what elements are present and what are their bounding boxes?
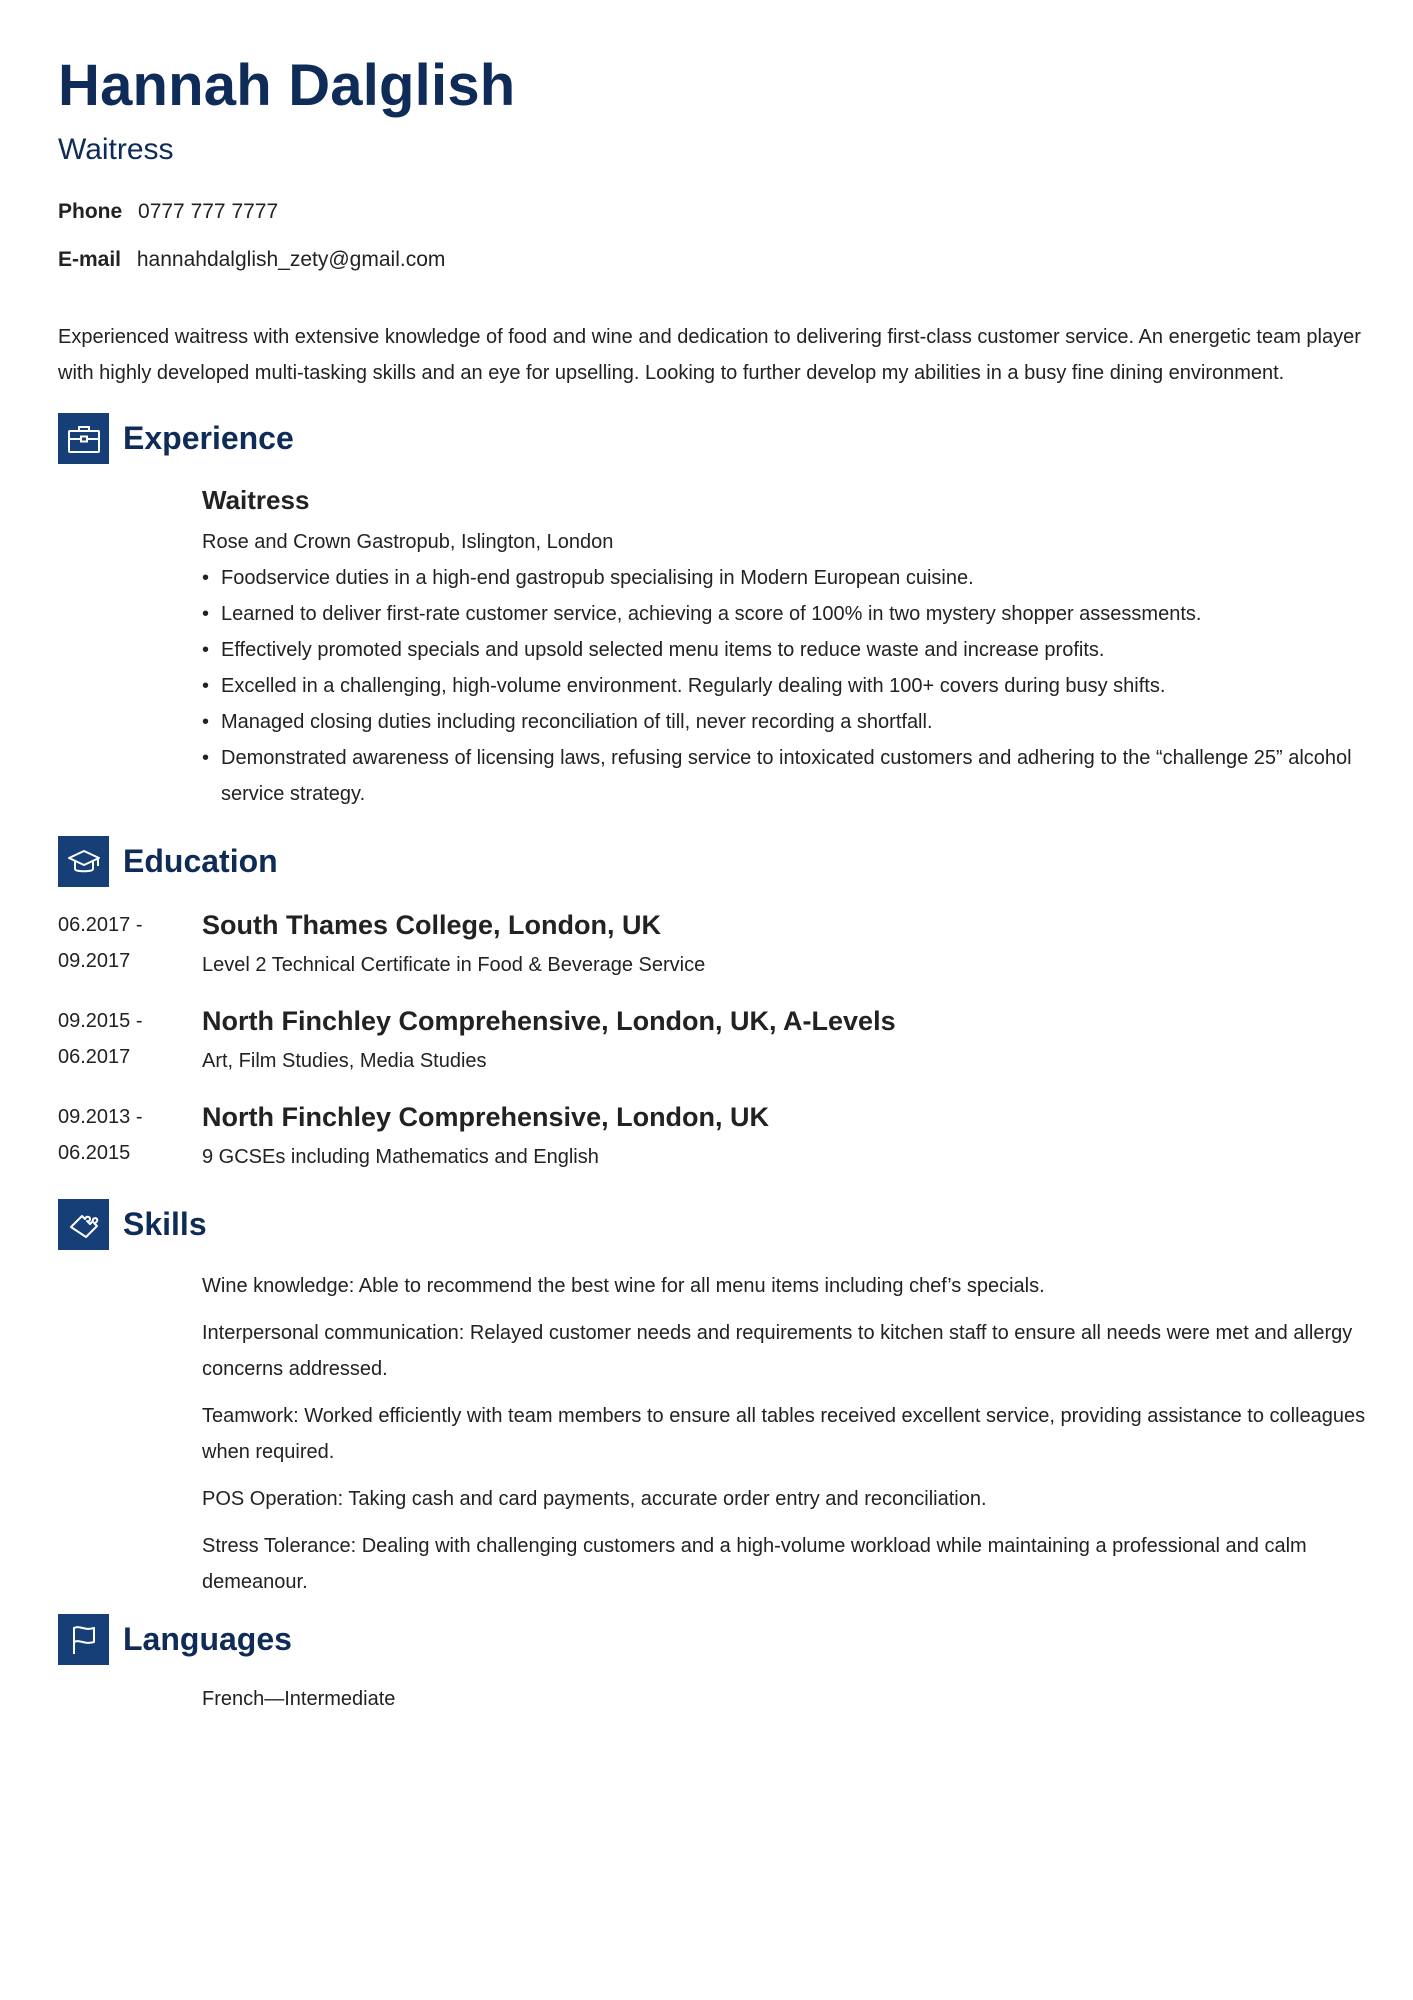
education-section [58,836,1368,1175]
list-item: • Demonstrated awareness of licensing laws, refusing service to intoxicated customers and adhering to the “challenge 25” alcohol service strategy. [202,740,1368,812]
education-entry [58,1003,1368,1079]
contact-info [58,198,1368,274]
section-header [58,413,1368,464]
skills-list [202,1268,1368,1600]
job-duties [202,560,1368,812]
languages-heading: Languages [123,1621,292,1657]
list-item: • Learned to deliver first-rate customer service, achieving a score of 100% in two mystery shopper assessments. [202,596,1368,632]
skills-heading: Skills [123,1206,207,1242]
phone-value: 0777 777 7777 [138,200,279,223]
education-entry [58,1099,1368,1175]
contact-email [58,246,1368,274]
language-item: French—Intermediate [202,1688,396,1710]
experience-content [202,484,1368,812]
education-heading: Education [123,843,278,879]
section-header [58,1614,1368,1665]
skills-section [58,1199,1368,1600]
languages-list [202,1681,1368,1717]
skill-item: Wine knowledge: Able to recommend the best wine for all menu items including chef’s specials. [202,1275,1045,1297]
list-item: • Managed closing duties including reconciliation of till, never recording a shortfall. [202,704,1368,740]
education-detail: 9 GCSEs including Mathematics and English [202,1146,599,1168]
list-item: • Foodservice duties in a high-end gastropub specialising in Modern European cuisine. [202,560,1368,596]
email-label: E-mail [58,248,122,271]
email-value: hannahdalglish_zety@gmail.com [136,248,446,271]
job-company: Rose and Crown Gastropub, Islington, London [202,531,614,553]
skill-item: Interpersonal communication: Relayed customer needs and requirements to kitchen staff to ensure all needs were met and allergy concerns addressed. [202,1322,1353,1380]
graduation-cap-icon [58,836,109,887]
resume-page [58,52,1368,1717]
candidate-name: Hannah Dalglish [58,53,516,118]
education-dates: 09.2015 - 06.2017 [58,1010,143,1068]
puzzle-piece-icon [58,1199,109,1250]
profile-summary: Experienced waitress with extensive knowledge of food and wine and dedication to delivering first-class customer service. An energetic team player with highly developed multi-tasking skills and an eye for upselling. Looking to further develop my abilities in a busy fine dining environment. [58,326,1361,384]
briefcase-icon [58,413,109,464]
education-dates: 09.2013 - 06.2015 [58,1106,143,1164]
education-detail: Art, Film Studies, Media Studies [202,1050,487,1072]
candidate-title: Waitress [58,133,174,166]
contact-phone [58,198,1368,226]
education-list [58,907,1368,1175]
section-header [58,1199,1368,1250]
section-header [58,836,1368,887]
experience-heading: Experience [123,420,294,456]
phone-label: Phone [58,200,123,223]
list-item: • Excelled in a challenging, high-volume environment. Regularly dealing with 100+ covers during busy shifts. [202,668,1368,704]
skill-item: Stress Tolerance: Dealing with challenging customers and a high-volume workload while maintaining a professional and calm demeanour. [202,1535,1307,1593]
education-entry [58,907,1368,983]
education-school: South Thames College, London, UK [202,910,661,940]
list-item: • Effectively promoted specials and upsold selected menu items to reduce waste and increase profits. [202,632,1368,668]
experience-section [58,413,1368,812]
education-school: North Finchley Comprehensive, London, UK [202,1102,770,1132]
education-detail: Level 2 Technical Certificate in Food & Beverage Service [202,954,706,976]
education-dates: 06.2017 - 09.2017 [58,914,143,972]
flag-icon [58,1614,109,1665]
job-title: Waitress [202,485,310,515]
skill-item: POS Operation: Taking cash and card payments, accurate order entry and reconciliation. [202,1488,987,1510]
education-school: North Finchley Comprehensive, London, UK, A-Levels [202,1006,896,1036]
skill-item: Teamwork: Worked efficiently with team members to ensure all tables received excellent service, providing assistance to colleagues when required. [202,1405,1366,1463]
languages-section [58,1614,1368,1717]
